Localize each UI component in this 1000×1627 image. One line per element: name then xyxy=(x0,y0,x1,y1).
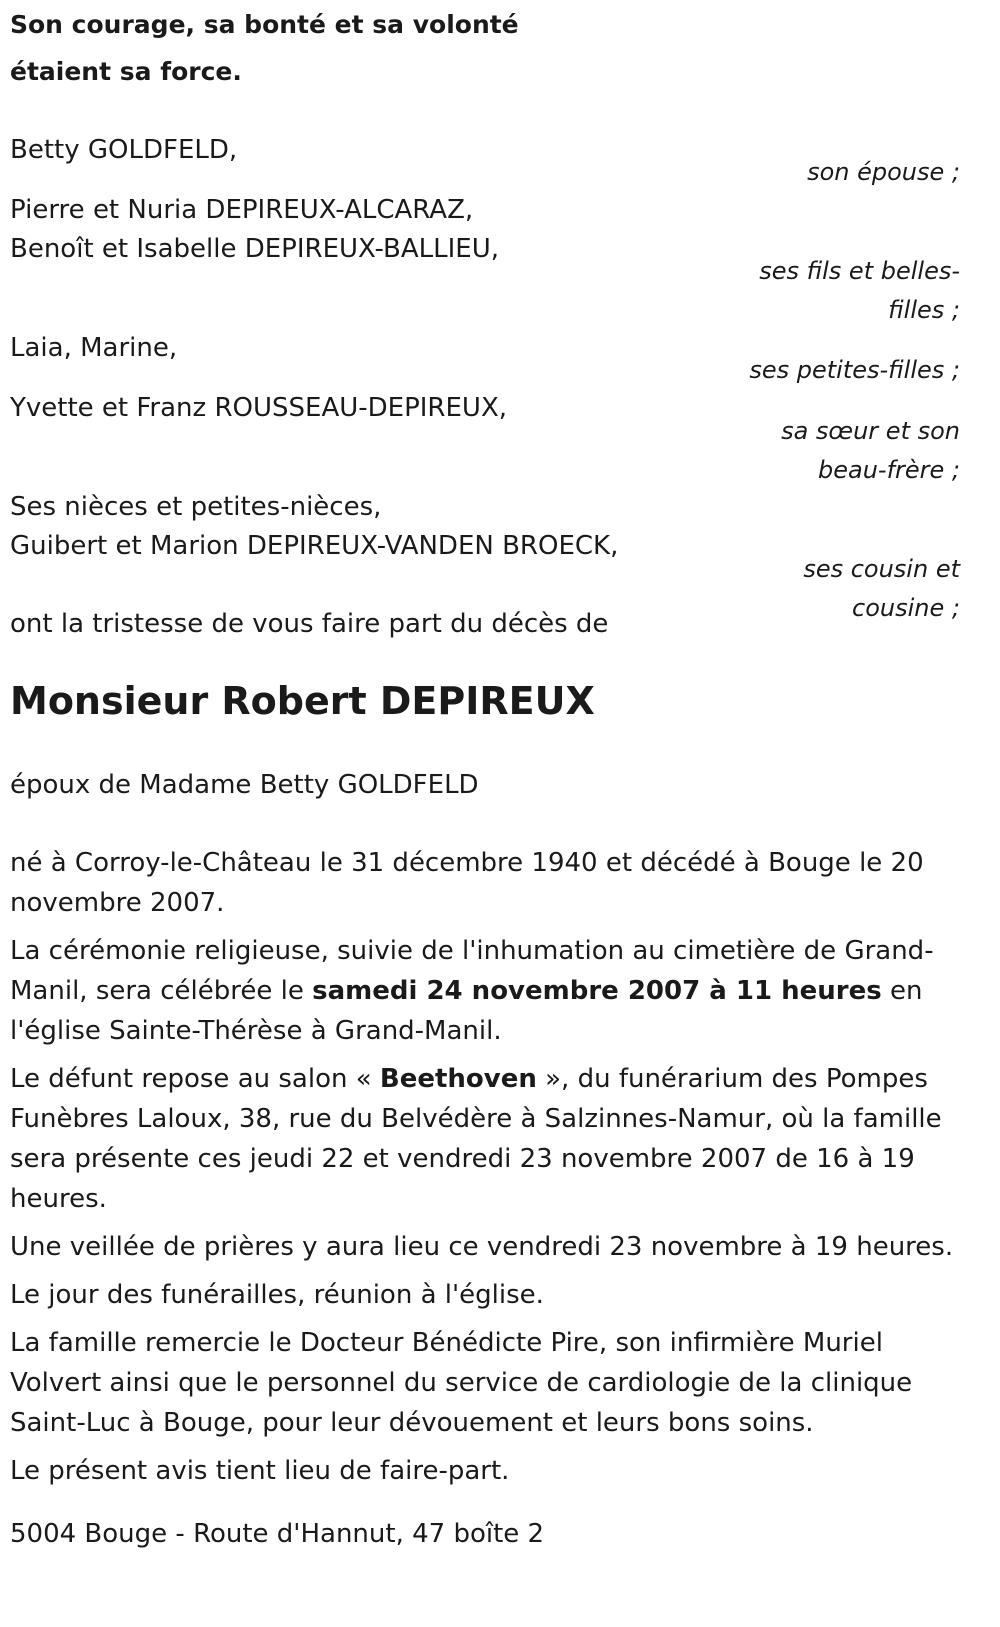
notice-paragraph: Le présent avis tient lieu de faire-part. xyxy=(10,1456,510,1486)
spouse-name: Betty GOLDFELD, xyxy=(10,135,238,165)
spouse-relation: son épouse ; xyxy=(807,158,960,186)
nieces-line: Ses nièces et petites-nièces, xyxy=(10,492,382,522)
funeral-day-paragraph: Le jour des funérailles, réunion à l'église. xyxy=(10,1280,544,1310)
repose-text-start: Le défunt repose au salon « xyxy=(10,1064,380,1094)
announcement-body xyxy=(10,843,960,1491)
birth-death-paragraph: né à Corroy-le-Château le 31 décembre 1940 et décédé à Bouge le 20 novembre 2007. xyxy=(10,848,924,918)
ceremony-text-start: La cérémonie religieuse, suivie de l'inhumation au cimetière de Grand-Manil, sera célébrée le xyxy=(10,936,934,1006)
cousins-relation-line-2: cousine ; xyxy=(852,594,960,622)
spouse-of-line: époux de Madame Betty GOLDFELD xyxy=(10,770,479,800)
ceremony-date: samedi 24 novembre 2007 à 11 heures xyxy=(312,976,882,1006)
sister-relation-line-2: beau-frère ; xyxy=(817,456,960,484)
sister-relation-line-1: sa sœur et son xyxy=(781,417,960,445)
announce-line: ont la tristesse de vous faire part du décès de xyxy=(10,609,609,639)
thanks-paragraph: La famille remercie le Docteur Bénédicte Pire, son infirmière Muriel Volvert ainsi que le personnel du service de cardiologie de la clinique Saint-Luc à Bouge, pour leur dévouement et leurs bons soins. xyxy=(10,1328,913,1438)
cousins-line: Guibert et Marion DEPIREUX-VANDEN BROECK, xyxy=(10,531,619,561)
vigil-paragraph: Une veillée de prières y aura lieu ce vendredi 23 novembre à 19 heures. xyxy=(10,1232,954,1262)
granddaughters: Laia, Marine, xyxy=(10,333,178,363)
epigraph-line-1: Son courage, sa bonté et sa volonté xyxy=(10,10,519,39)
salon-name: Beethoven xyxy=(379,1064,537,1094)
cousins-relation-line-1: ses cousin et xyxy=(803,555,960,583)
repose-text-end: », du funérarium des Pompes Funèbres Laloux, 38, rue du Belvédère à Salzinnes-Namur, où la famille sera présente ces jeudi 22 et vendredi 23 novembre 2007 de 16 à 19 heures. xyxy=(10,1064,942,1214)
epigraph-line-2: étaient sa force. xyxy=(10,57,242,86)
sister-line: Yvette et Franz ROUSSEAU-DEPIREUX, xyxy=(10,393,508,423)
sons-line-2: Benoît et Isabelle DEPIREUX-BALLIEU, xyxy=(10,234,499,264)
address-line: 5004 Bouge - Route d'Hannut, 47 boîte 2 xyxy=(10,1519,545,1549)
sons-relation-line-1: ses fils et belles- xyxy=(759,257,960,285)
deceased-name: Monsieur Robert DEPIREUX xyxy=(10,679,595,723)
ceremony-text-end: en l'église Sainte-Thérèse à Grand-Manil. xyxy=(10,976,923,1046)
granddaughters-relation: ses petites-filles ; xyxy=(749,356,960,384)
sons-line-1: Pierre et Nuria DEPIREUX-ALCARAZ, xyxy=(10,195,474,225)
ceremony-paragraph xyxy=(10,931,960,1051)
sons-relation-line-2: filles ; xyxy=(888,296,960,324)
repose-paragraph xyxy=(10,1059,960,1219)
